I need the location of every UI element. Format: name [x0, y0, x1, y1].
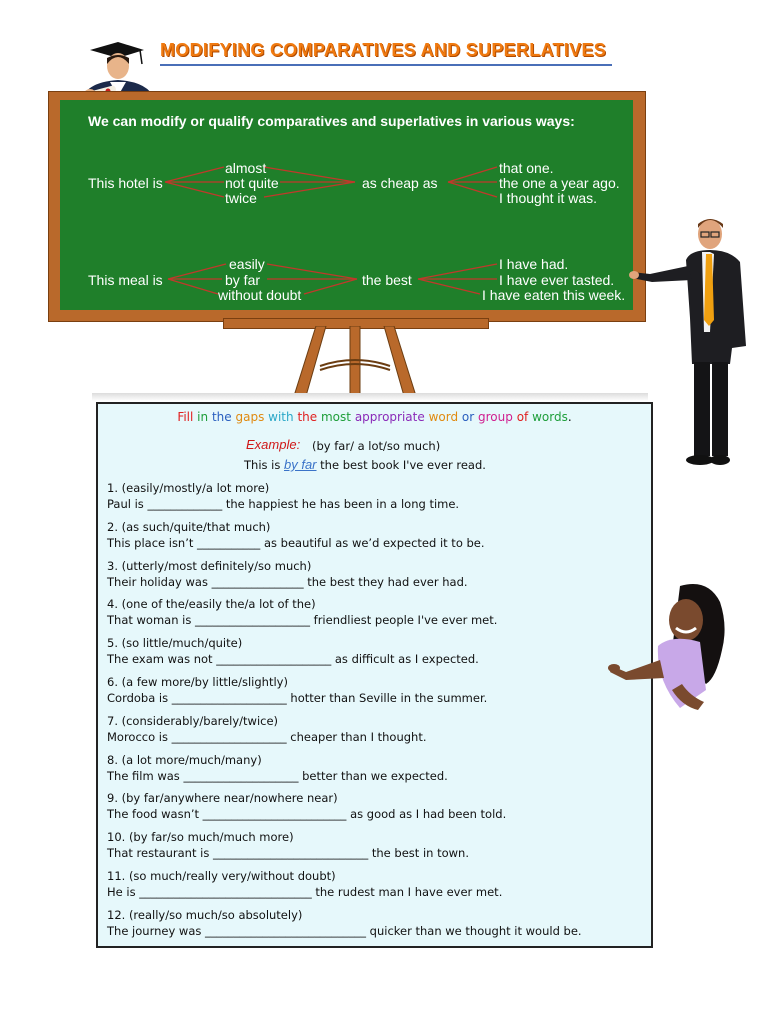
title-underline [160, 64, 612, 66]
board-intro-text: We can modify or qualify comparatives and superlatives in various ways: [88, 113, 575, 129]
question-options: 3. (utterly/most definitely/so much) [107, 559, 312, 573]
question-options: 8. (a lot more/much/many) [107, 753, 262, 767]
question-options: 12. (really/so much/so absolutely) [107, 908, 303, 922]
board-row1-modifier: twice [225, 190, 257, 206]
question-options: 10. (by far/so much/much more) [107, 830, 294, 844]
example-sentence: This is by far the best book I've ever read. [244, 457, 486, 472]
question-sentence: This place isn’t ___________ as beautiful as we’d expected it to be. [107, 536, 485, 550]
instruction-word: group [478, 410, 513, 424]
question-options: 7. (considerably/barely/twice) [107, 714, 279, 728]
question-sentence: That woman is ____________________ friendliest people I've ever met. [107, 613, 498, 627]
board-row2-middle: the best [362, 272, 412, 288]
board-row1-modifier: not quite [225, 175, 279, 191]
question-options: 6. (a few more/by little/slightly) [107, 675, 288, 689]
instruction-word: words [532, 410, 568, 424]
question-options: 4. (one of the/easily the/a lot of the) [107, 597, 316, 611]
board-row1-ending: I thought it was. [499, 190, 598, 206]
question-options: 9. (by far/anywhere near/nowhere near) [107, 791, 338, 805]
board-row1-ending: the one a year ago. [499, 175, 620, 191]
board-row2-modifier: without doubt [218, 287, 302, 303]
instruction-word: in [197, 410, 209, 424]
instruction-word: most [320, 410, 351, 424]
instruction-word: appropriate [354, 410, 425, 424]
instruction-word: gaps [235, 410, 265, 424]
question-sentence: The film was ____________________ better than we expected. [107, 769, 448, 783]
instruction-word: the [297, 410, 318, 424]
instruction-line [96, 410, 653, 424]
question-sentence: Cordoba is ____________________ hotter than Seville in the summer. [107, 691, 488, 705]
board-row1-modifier: almost [225, 160, 267, 176]
board-row2-ending: I have had. [499, 256, 569, 272]
instruction-word: or [461, 410, 475, 424]
instruction-word: . [567, 410, 572, 424]
example-options: (by far/ a lot/so much) [312, 439, 441, 453]
board-row1-middle: as cheap as [362, 175, 438, 191]
board-row2-subject: This meal is [88, 272, 163, 288]
board-row2-modifier: easily [229, 256, 265, 272]
instruction-word: with [268, 410, 294, 424]
question-options: 2. (as such/quite/that much) [107, 520, 271, 534]
board-row2-ending: I have ever tasted. [499, 272, 615, 288]
easel-shadow [92, 393, 648, 401]
page-title: MODIFYING COMPARATIVES AND SUPERLATIVES [160, 40, 607, 60]
question-options: 1. (easily/mostly/a lot more) [107, 481, 270, 495]
board-row1-ending: that one. [499, 160, 554, 176]
question-sentence: That restaurant is ___________________________ the best in town. [107, 846, 469, 860]
board-row1-subject: This hotel is [88, 175, 163, 191]
instruction-word: word [428, 410, 459, 424]
question-options: 5. (so little/much/quite) [107, 636, 243, 650]
example-answer: by far [284, 457, 317, 472]
instruction-word: the [211, 410, 232, 424]
instruction-word: of [516, 410, 529, 424]
board-row2-modifier: by far [225, 272, 261, 288]
example-heading: Example: [246, 437, 301, 452]
question-sentence: The food wasn’t _________________________ as good as I had been told. [107, 807, 507, 821]
question-sentence: The exam was not ____________________ as difficult as I expected. [107, 652, 479, 666]
question-sentence: The journey was ____________________________ quicker than we thought it would be. [107, 924, 582, 938]
question-options: 11. (so much/really very/without doubt) [107, 869, 336, 883]
easel-legs [280, 326, 430, 398]
woman-pointing-illustration [606, 580, 730, 716]
question-sentence: Their holiday was ________________ the best they had ever had. [107, 575, 468, 589]
instruction-word: Fill [177, 410, 194, 424]
question-sentence: He is ______________________________ the rudest man I have ever met. [107, 885, 503, 899]
question-sentence: Morocco is ____________________ cheaper than I thought. [107, 730, 427, 744]
board-row2-ending: I have eaten this week. [482, 287, 626, 303]
question-sentence: Paul is _____________ the happiest he has been in a long time. [107, 497, 460, 511]
